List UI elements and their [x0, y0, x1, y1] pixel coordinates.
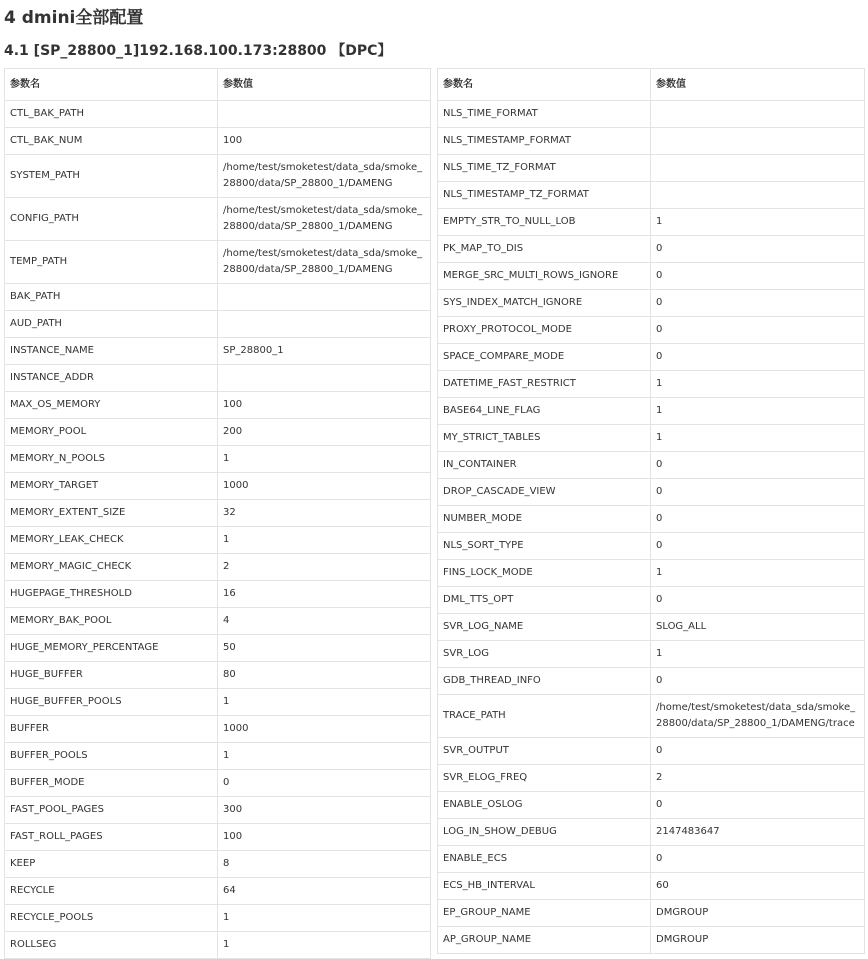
param-value-cell: 0	[651, 236, 865, 263]
param-name-cell: INSTANCE_NAME	[5, 338, 218, 365]
table-row	[438, 128, 865, 155]
table-row	[438, 738, 865, 765]
param-value-cell: SP_28800_1	[218, 338, 431, 365]
param-name-cell: AUD_PATH	[5, 311, 218, 338]
param-value-cell: 200	[218, 419, 431, 446]
table-row	[438, 900, 865, 927]
param-value-cell: 1000	[218, 716, 431, 743]
table-row	[5, 878, 431, 905]
table-row	[438, 614, 865, 641]
param-value-cell: 1	[218, 527, 431, 554]
param-name-cell: MEMORY_N_POOLS	[5, 446, 218, 473]
param-name-cell: KEEP	[5, 851, 218, 878]
table-row	[5, 311, 431, 338]
table-row	[5, 662, 431, 689]
table-row	[438, 641, 865, 668]
param-name-cell: SYSTEM_PATH	[5, 155, 218, 198]
table-row	[5, 446, 431, 473]
param-name-cell: SPACE_COMPARE_MODE	[438, 344, 651, 371]
param-value-cell: 2	[651, 765, 865, 792]
param-name-cell: DML_TTS_OPT	[438, 587, 651, 614]
table-row	[438, 290, 865, 317]
param-value-cell	[218, 365, 431, 392]
table-row	[5, 905, 431, 932]
table-row	[438, 236, 865, 263]
param-value-cell: 0	[651, 668, 865, 695]
param-value-cell: 2	[218, 554, 431, 581]
param-name-cell: NLS_TIME_TZ_FORMAT	[438, 155, 651, 182]
param-name-cell: ENABLE_OSLOG	[438, 792, 651, 819]
param-value-cell	[218, 311, 431, 338]
param-value-cell: 1	[651, 371, 865, 398]
table-row	[438, 695, 865, 738]
param-name-cell: INSTANCE_ADDR	[5, 365, 218, 392]
table-row	[438, 452, 865, 479]
param-value-cell: 1	[218, 689, 431, 716]
param-name-cell: CTL_BAK_PATH	[5, 101, 218, 128]
table-row	[5, 932, 431, 959]
param-value-cell: 100	[218, 128, 431, 155]
table-row	[438, 182, 865, 209]
param-value-cell: 100	[218, 392, 431, 419]
table-row	[438, 101, 865, 128]
param-name-cell: BUFFER_POOLS	[5, 743, 218, 770]
param-name-cell: EMPTY_STR_TO_NULL_LOB	[438, 209, 651, 236]
table-row	[438, 873, 865, 900]
param-value-cell: /home/test/smoketest/data_sda/smoke_28800/data/SP_28800_1/DAMENG	[218, 241, 431, 284]
table-header-row	[438, 69, 865, 101]
param-name-cell: SVR_LOG	[438, 641, 651, 668]
param-name-cell: CTL_BAK_NUM	[5, 128, 218, 155]
table-row	[438, 344, 865, 371]
param-value-cell: 1	[651, 209, 865, 236]
param-name-cell: HUGE_MEMORY_PERCENTAGE	[5, 635, 218, 662]
param-name-cell: NLS_TIMESTAMP_TZ_FORMAT	[438, 182, 651, 209]
param-value-cell	[651, 182, 865, 209]
params-table-left	[4, 68, 431, 959]
param-name-cell: GDB_THREAD_INFO	[438, 668, 651, 695]
param-name-cell: BUFFER_MODE	[5, 770, 218, 797]
param-value-cell: 0	[651, 792, 865, 819]
table-row	[438, 506, 865, 533]
param-name-cell: HUGE_BUFFER_POOLS	[5, 689, 218, 716]
param-value-cell: 0	[651, 290, 865, 317]
table-row	[438, 155, 865, 182]
table-row	[5, 473, 431, 500]
param-name-cell: ENABLE_ECS	[438, 846, 651, 873]
param-value-cell	[651, 101, 865, 128]
subsection-heading: 4.1 [SP_28800_1]192.168.100.173:28800 【DPC】	[4, 43, 392, 59]
table-row	[5, 500, 431, 527]
table-row	[5, 770, 431, 797]
table-row	[5, 419, 431, 446]
param-value-cell: 0	[651, 533, 865, 560]
table-row	[5, 392, 431, 419]
param-name-cell: BASE64_LINE_FLAG	[438, 398, 651, 425]
param-name-cell: FAST_POOL_PAGES	[5, 797, 218, 824]
param-value-cell: DMGROUP	[651, 927, 865, 954]
param-value-cell: 0	[651, 452, 865, 479]
param-value-cell	[651, 155, 865, 182]
param-value-cell	[218, 101, 431, 128]
param-value-cell: 80	[218, 662, 431, 689]
param-name-cell: SVR_ELOG_FREQ	[438, 765, 651, 792]
param-value-cell: 64	[218, 878, 431, 905]
param-name-cell: NLS_SORT_TYPE	[438, 533, 651, 560]
param-name-cell: MEMORY_TARGET	[5, 473, 218, 500]
param-name-cell: PK_MAP_TO_DIS	[438, 236, 651, 263]
table-row	[5, 155, 431, 198]
param-name-cell: LOG_IN_SHOW_DEBUG	[438, 819, 651, 846]
param-name-cell: IN_CONTAINER	[438, 452, 651, 479]
table-row	[438, 425, 865, 452]
table-row	[438, 587, 865, 614]
table-row	[438, 209, 865, 236]
param-value-cell: 2147483647	[651, 819, 865, 846]
param-name-cell: RECYCLE_POOLS	[5, 905, 218, 932]
param-name-cell: SVR_LOG_NAME	[438, 614, 651, 641]
param-value-cell: 60	[651, 873, 865, 900]
table-row	[438, 668, 865, 695]
param-value-cell: 50	[218, 635, 431, 662]
column-header-name: 参数名	[5, 69, 218, 101]
param-value-cell: 8	[218, 851, 431, 878]
param-value-cell: 1	[651, 641, 865, 668]
table-row	[5, 635, 431, 662]
table-row	[5, 716, 431, 743]
column-header-name: 参数名	[438, 69, 651, 101]
param-value-cell: 1	[218, 905, 431, 932]
param-value-cell: 0	[651, 317, 865, 344]
table-row	[438, 479, 865, 506]
table-row	[438, 263, 865, 290]
param-name-cell: TRACE_PATH	[438, 695, 651, 738]
param-value-cell: 0	[651, 738, 865, 765]
param-value-cell: 100	[218, 824, 431, 851]
table-row	[5, 581, 431, 608]
column-header-value: 参数值	[651, 69, 865, 101]
param-name-cell: EP_GROUP_NAME	[438, 900, 651, 927]
param-name-cell: FAST_ROLL_PAGES	[5, 824, 218, 851]
table-row	[438, 819, 865, 846]
param-name-cell: HUGEPAGE_THRESHOLD	[5, 581, 218, 608]
table-row	[5, 527, 431, 554]
param-name-cell: MAX_OS_MEMORY	[5, 392, 218, 419]
param-name-cell: MEMORY_MAGIC_CHECK	[5, 554, 218, 581]
param-name-cell: AP_GROUP_NAME	[438, 927, 651, 954]
param-value-cell: 0	[651, 479, 865, 506]
table-row	[5, 101, 431, 128]
param-value-cell: DMGROUP	[651, 900, 865, 927]
table-row	[438, 846, 865, 873]
param-name-cell: MEMORY_LEAK_CHECK	[5, 527, 218, 554]
param-name-cell: SVR_OUTPUT	[438, 738, 651, 765]
params-table-right	[437, 68, 865, 954]
table-row	[438, 317, 865, 344]
param-value-cell: 0	[651, 344, 865, 371]
table-row	[5, 128, 431, 155]
param-name-cell: ROLLSEG	[5, 932, 218, 959]
param-name-cell: NLS_TIME_FORMAT	[438, 101, 651, 128]
param-value-cell: 0	[218, 770, 431, 797]
param-name-cell: CONFIG_PATH	[5, 198, 218, 241]
table-row	[5, 851, 431, 878]
param-value-cell: 16	[218, 581, 431, 608]
table-row	[5, 284, 431, 311]
table-row	[5, 689, 431, 716]
param-value-cell: 300	[218, 797, 431, 824]
table-row	[5, 608, 431, 635]
param-value-cell: 1	[218, 743, 431, 770]
param-value-cell: 4	[218, 608, 431, 635]
table-header-row	[5, 69, 431, 101]
param-name-cell: DATETIME_FAST_RESTRICT	[438, 371, 651, 398]
param-value-cell: 0	[651, 506, 865, 533]
param-value-cell	[651, 128, 865, 155]
param-name-cell: RECYCLE	[5, 878, 218, 905]
param-value-cell	[218, 284, 431, 311]
table-row	[438, 765, 865, 792]
param-name-cell: DROP_CASCADE_VIEW	[438, 479, 651, 506]
param-value-cell: 32	[218, 500, 431, 527]
param-name-cell: NUMBER_MODE	[438, 506, 651, 533]
table-row	[438, 927, 865, 954]
param-value-cell: 1	[218, 932, 431, 959]
param-name-cell: ECS_HB_INTERVAL	[438, 873, 651, 900]
table-row	[438, 398, 865, 425]
table-row	[5, 824, 431, 851]
table-row	[5, 198, 431, 241]
param-value-cell: /home/test/smoketest/data_sda/smoke_28800/data/SP_28800_1/DAMENG/trace	[651, 695, 865, 738]
param-value-cell: SLOG_ALL	[651, 614, 865, 641]
column-header-value: 参数值	[218, 69, 431, 101]
table-row	[438, 792, 865, 819]
param-name-cell: HUGE_BUFFER	[5, 662, 218, 689]
param-name-cell: PROXY_PROTOCOL_MODE	[438, 317, 651, 344]
param-value-cell: /home/test/smoketest/data_sda/smoke_28800/data/SP_28800_1/DAMENG	[218, 198, 431, 241]
table-row	[5, 554, 431, 581]
param-value-cell: 0	[651, 587, 865, 614]
table-row	[5, 338, 431, 365]
param-value-cell: /home/test/smoketest/data_sda/smoke_28800/data/SP_28800_1/DAMENG	[218, 155, 431, 198]
table-row	[5, 365, 431, 392]
param-value-cell: 0	[651, 846, 865, 873]
table-row	[438, 533, 865, 560]
param-name-cell: TEMP_PATH	[5, 241, 218, 284]
param-name-cell: MY_STRICT_TABLES	[438, 425, 651, 452]
param-name-cell: SYS_INDEX_MATCH_IGNORE	[438, 290, 651, 317]
table-row	[438, 560, 865, 587]
param-value-cell: 1	[218, 446, 431, 473]
param-name-cell: MEMORY_EXTENT_SIZE	[5, 500, 218, 527]
table-row	[5, 241, 431, 284]
section-heading: 4 dmini全部配置	[4, 8, 144, 28]
param-name-cell: BAK_PATH	[5, 284, 218, 311]
param-name-cell: NLS_TIMESTAMP_FORMAT	[438, 128, 651, 155]
param-name-cell: MEMORY_BAK_POOL	[5, 608, 218, 635]
param-name-cell: MEMORY_POOL	[5, 419, 218, 446]
table-row	[438, 371, 865, 398]
table-row	[5, 743, 431, 770]
param-value-cell: 1000	[218, 473, 431, 500]
param-value-cell: 1	[651, 398, 865, 425]
param-value-cell: 1	[651, 425, 865, 452]
param-name-cell: MERGE_SRC_MULTI_ROWS_IGNORE	[438, 263, 651, 290]
param-value-cell: 1	[651, 560, 865, 587]
table-row	[5, 797, 431, 824]
param-name-cell: FINS_LOCK_MODE	[438, 560, 651, 587]
param-value-cell: 0	[651, 263, 865, 290]
param-name-cell: BUFFER	[5, 716, 218, 743]
